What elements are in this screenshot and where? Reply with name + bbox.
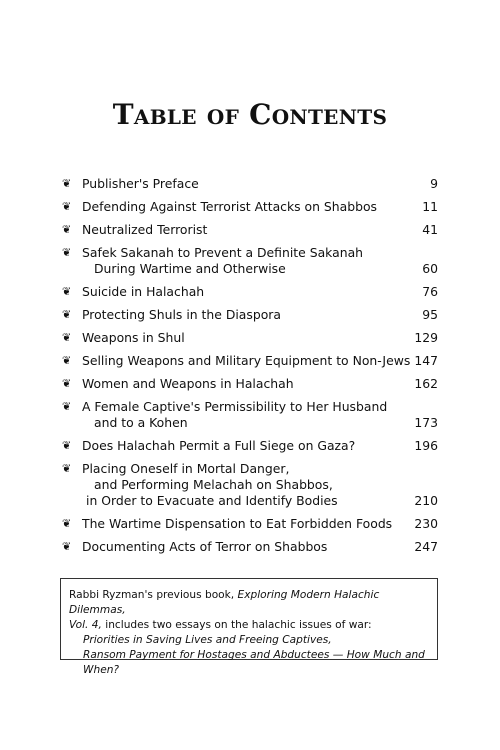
ornamental-leaf-icon: ❦ [62,377,72,390]
toc-entry-title [62,376,438,392]
note-line-1 [69,588,429,618]
toc-entry [62,353,438,369]
toc-page-number: 76 [422,284,438,299]
toc-entry-line: Women and Weapons in Halachah [82,376,294,391]
toc-entry-title [62,516,438,532]
ornamental-leaf-icon: ❦ [62,439,72,452]
note-essay-1: Priorities in Saving Lives and Freeing Captives, [83,634,332,646]
toc-entry-line: Does Halachah Permit a Full Siege on Gaza? [82,438,356,453]
toc-entry [62,307,438,323]
toc-entry-line: Protecting Shuls in the Diaspora [82,307,281,322]
toc-entry [62,330,438,346]
previous-book-note [60,578,438,676]
note-book-title-a: Exploring Modern Halachic Dilemmas, [69,589,380,616]
toc-page-number: 247 [414,539,438,554]
ornamental-leaf-icon: ❦ [62,308,72,321]
toc-entry-title [62,284,438,300]
ornamental-leaf-icon: ❦ [62,285,72,298]
toc-entry-title [62,438,438,454]
note-book-title-b: Vol. 4, [69,619,102,631]
toc-entry [62,516,438,532]
ornamental-leaf-icon: ❦ [62,200,72,213]
toc-entry-line: and Performing Melachah on Shabbos, [94,477,333,492]
toc-entry-line: Documenting Acts of Terror on Shabbos [82,539,328,554]
ornamental-leaf-icon: ❦ [62,331,72,344]
toc-page-number: 173 [414,415,438,430]
toc-entry [62,199,438,215]
toc-entry [62,399,438,431]
page-title: Table of Contents [112,98,388,131]
toc-entry-title [62,353,438,369]
toc-entry-line: and to a Kohen [94,415,188,430]
toc-entry-line: Suicide in Halachah [82,284,205,299]
toc-page-number: 41 [422,222,438,237]
toc-entry-title [62,307,438,323]
toc-page-number: 147 [414,353,438,368]
toc-entry-line: The Wartime Dispensation to Eat Forbidden Foods [82,516,393,531]
ornamental-leaf-icon: ❦ [62,354,72,367]
toc-entry-title [62,176,438,192]
toc-entry [62,438,438,454]
toc-entry [62,376,438,392]
toc-entry-line: Neutralized Terrorist [82,222,208,237]
toc-page-number: 11 [422,199,438,214]
toc-page-number: 162 [414,376,438,391]
ornamental-leaf-icon: ❦ [62,462,72,475]
toc-entry-title [62,399,438,431]
note-essay-2: Ransom Payment for Hostages and Abductees — How Much and When? [83,649,425,676]
note-after-title: includes two essays on the halachic issues of war: [101,619,372,631]
toc-page-number: 230 [414,516,438,531]
toc-page-number: 129 [414,330,438,345]
ornamental-leaf-icon: ❦ [62,400,72,413]
toc-entry-title [62,199,438,215]
ornamental-leaf-icon: ❦ [62,223,72,236]
toc-entry-line: Selling Weapons and Military Equipment to Non-Jews [82,353,411,368]
toc-entry [62,461,438,509]
toc-entry-line: Weapons in Shul [82,330,185,345]
note-intro: Rabbi Ryzman's previous book, [69,589,238,601]
toc-entry-title [62,461,438,509]
toc-entry-title [62,222,438,238]
toc-entry-line: A Female Captive's Permissibility to Her Husband [82,399,388,414]
toc-entry-line: Publisher's Preface [82,176,199,191]
ornamental-leaf-icon: ❦ [62,177,72,190]
note-line-2 [69,618,429,633]
table-of-contents [62,176,438,562]
toc-entry [62,176,438,192]
toc-entry-title [62,245,438,277]
toc-entry [62,539,438,555]
ornamental-leaf-icon: ❦ [62,540,72,553]
toc-entry-line: in Order to Evacuate and Identify Bodies [86,493,338,508]
toc-entry-line: During Wartime and Otherwise [94,261,286,276]
toc-page-number: 196 [414,438,438,453]
ornamental-leaf-icon: ❦ [62,246,72,259]
toc-entry-line: Safek Sakanah to Prevent a Definite Sakanah [82,245,364,260]
toc-entry-line: Placing Oneself in Mortal Danger, [82,461,290,476]
toc-entry [62,245,438,277]
toc-page-number: 9 [430,176,438,191]
toc-entry-title [62,330,438,346]
toc-entry [62,222,438,238]
toc-entry-title [62,539,438,555]
toc-entry [62,284,438,300]
toc-page-number: 210 [414,493,438,508]
toc-entry-line: Defending Against Terrorist Attacks on Shabbos [82,199,378,214]
toc-page-number: 95 [422,307,438,322]
toc-page-number: 60 [422,261,438,276]
ornamental-leaf-icon: ❦ [62,517,72,530]
